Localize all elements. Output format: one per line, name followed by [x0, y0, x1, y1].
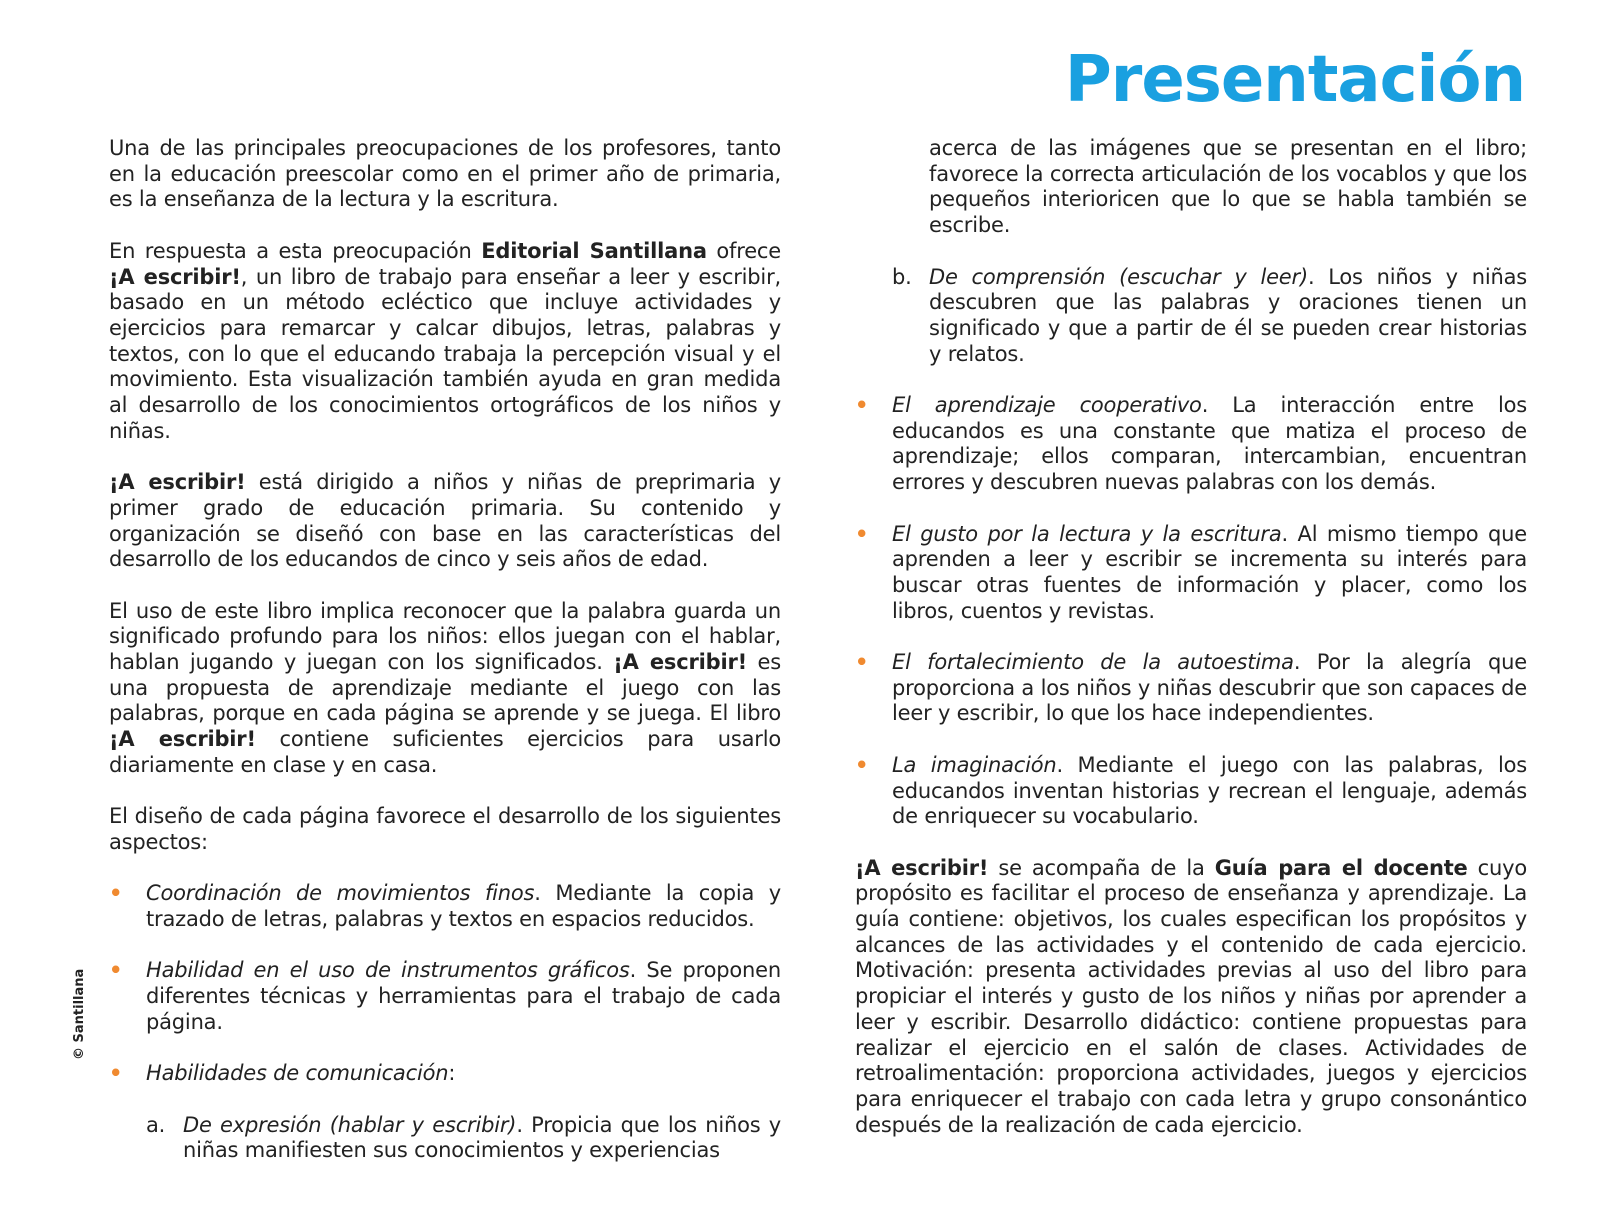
sub-item-b: b. De comprensión (escuchar y leer). Los niños y niñas descubren que las palabras y oraciones tienen un significado y que a partir de él se pueden crear historias y relatos. — [892, 264, 1527, 366]
copyright-label: © Santillana — [72, 968, 87, 1060]
bullet-icon: • — [109, 958, 123, 983]
paragraph-response: En respuesta a esta preocupación Editorial Santillana ofrece ¡A escribir!, un libro de trabajo para enseñar a leer y escribir, basado en un método ecléctico que incluye actividades y ejercicios para remarcar y calcar dibujos, letras, palabras y textos, con lo que el educando trabaja la percepción visual y el movimiento. Esta visualización también ayuda en gran medida al desarrollo de los conocimientos ortográficos de los niños y niñas. — [109, 238, 781, 443]
bullet-icon: • — [855, 393, 869, 417]
paragraph-usage: El uso de este libro implica reconocer que la palabra guarda un significado profundo para los niños: ellos juegan con el hablar, hablan jugando y juegan con los significados. ¡A escribir! es una propuesta de aprendizaje mediante el juego con las palabras, porque en cada página se aprende y se juega. El libro ¡A escribir! contiene suficientes ejercicios para usarlo diariamente en clase y en casa. — [109, 598, 781, 777]
bullet-icon: • — [855, 752, 869, 777]
bullet-item: • El gusto por la lectura y la escritura. Al mismo tiempo que aprenden a leer y escribir se incrementa su interés para buscar otras fuentes de información y placer, como los libros, cuentos y revistas. — [855, 521, 1527, 623]
sub-item-a: a. De expresión (hablar y escribir). Propicia que los niños y niñas manifiesten sus conocimientos y experiencias — [146, 1112, 782, 1163]
bullet-item: • Coordinación de movimientos finos. Mediante la copia y trazado de letras, palabras y textos en espacios reducidos. — [109, 881, 781, 932]
left-column — [109, 136, 781, 1190]
sub-item-a-continued: acerca de las imágenes que se presentan en el libro; favorece la correcta articulación de los vocablos y que los pequeños interioricen que lo que se habla también se escribe. — [929, 136, 1527, 238]
bullet-item: • El fortalecimiento de la autoestima. Por la alegría que proporciona a los niños y niñas descubrir que son capaces de leer y escribir, lo que los hace independientes. — [855, 650, 1527, 726]
bullet-icon: • — [109, 881, 123, 906]
bullet-item: • El aprendizaje cooperativo. La interacción entre los educandos es una constante que matiza el proceso de aprendizaje; ellos comparan, intercambian, encuentran errores y descubren nuevas palabras con los demás. — [855, 393, 1528, 495]
paragraph-intro: Una de las principales preocupaciones de los profesores, tanto en la educación preescolar como en el primer año de primaria, es la enseñanza de la lectura y la escritura. — [109, 136, 781, 212]
right-column — [855, 136, 1527, 1164]
bullet-item: • La imaginación. Mediante el juego con las palabras, los educandos inventan historias y recrean el lenguaje, además de enriquecer su vocabulario. — [855, 752, 1527, 829]
page-title: Presentación — [1064, 43, 1525, 117]
bullet-icon: • — [109, 1061, 123, 1086]
paragraph-design: El diseño de cada página favorece el desarrollo de los siguientes aspectos: — [109, 804, 781, 854]
bullet-icon: • — [855, 650, 869, 674]
bullet-item: • Habilidades de comunicación: — [109, 1061, 456, 1086]
bullet-item: • Habilidad en el uso de instrumentos gráficos. Se proponen diferentes técnicas y herramientas para el trabajo de cada página. — [109, 958, 781, 1034]
paragraph-audience: ¡A escribir! está dirigido a niños y niñas de preprimaria y primer grado de educación primaria. Su contenido y organización se diseñó con base en las características del desarrollo de los educandos de cinco y seis años de edad. — [109, 470, 782, 572]
bullet-icon: • — [855, 521, 869, 546]
paragraph-guide: ¡A escribir! se acompaña de la Guía para el docente cuyo propósito es facilitar el proceso de enseñanza y aprendizaje. La guía contiene: objetivos, los cuales especifican los propósitos y alcances de las actividades y el contenido de cada ejercicio. Motivación: presenta actividades previas al uso del libro para propiciar el interés y gusto de los niños y niñas por aprender a leer y escribir. Desarrollo didáctico: contiene propuestas para realizar el ejercicio en el salón de clases. Actividades de retroalimentación: proporciona actividades, juegos y ejercicios para enriquecer el trabajo con cada letra y grupo consonántico después de la realización de cada ejercicio. — [855, 855, 1527, 1137]
